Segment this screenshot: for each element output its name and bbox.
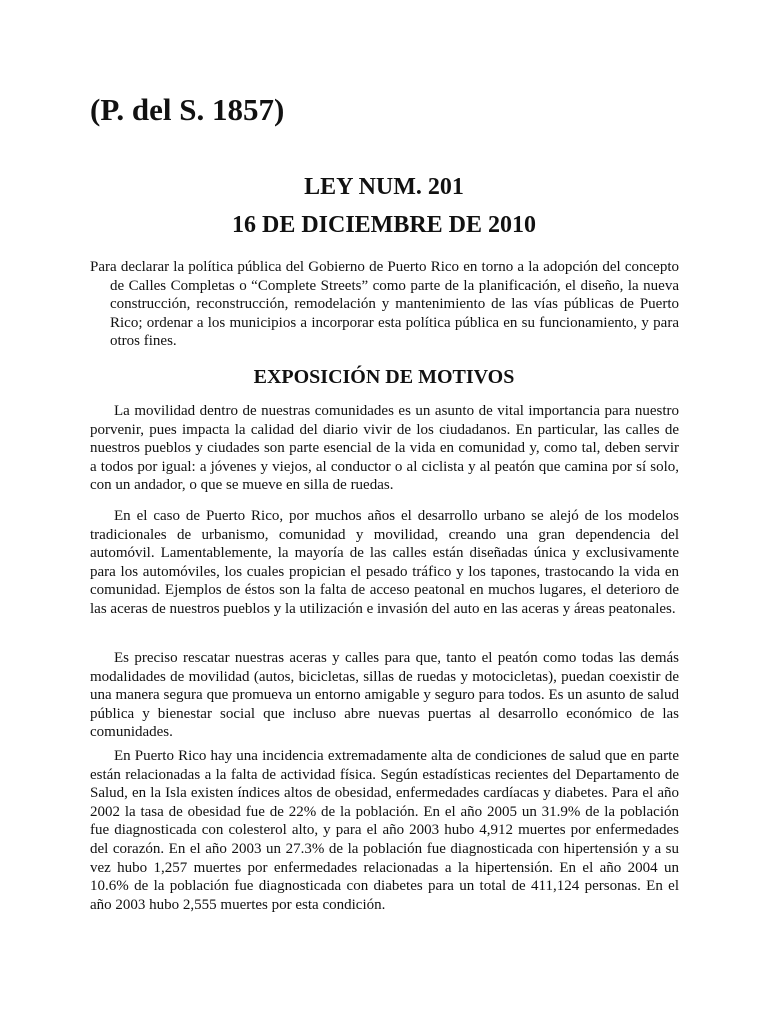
body-paragraph: Es preciso rescatar nuestras aceras y calles para que, tanto el peatón como todas las demás modalidades de movilidad (autos, bicicletas, sillas de ruedas y motocicletas), puedan coexistir de una manera segura que promueva un entorno amigable y seguro para todos. Es un asunto de salud pública y bienestar social que incluso abre nuevas puertas al desarrollo económico de las comunidades. <box>90 650 679 741</box>
law-number: LEY NUM. 201 <box>304 174 464 200</box>
law-date: 16 DE DICIEMBRE DE 2010 <box>231 212 537 238</box>
body-paragraph: En Puerto Rico hay una incidencia extremadamente alta de condiciones de salud que en parte están relacionadas a la falta de actividad física. Según estadísticas recientes del Departamento de Salud, en la Isla existen índices altos de obesidad, enfermedades cardíacas y diabetes. Para el año 2002 la tasa de obesidad fue de 22% de la población. En el año 2005 un 31.9% de la población fue diagnosticada con colesterol alto, y para el año 2003 hubo 4,912 muertes por enfermedades del corazón. En el año 2003 un 27.3% de la población fue diagnosticada con hipertensión y a su vez hubo 1,257 muertes por enfermedades relacionadas a la hipertensión. En el año 2004 un 10.6% de la población fue diagnosticada con diabetes para un total de 411,124 personas. En el año 2003 hubo 2,555 muertes por esta condición. <box>90 748 679 913</box>
law-summary: Para declarar la política pública del Gobierno de Puerto Rico en torno a la adopción del concepto de Calles Completas o “Complete Streets” como parte de la planificación, el diseño, la nueva construcción, reconstrucción, remodelación y mantenimiento de las vías públicas de Puerto Rico; ordenar a los municipios a incorporar esta política pública en su funcionamiento, y para otros fines. <box>90 259 679 349</box>
body-paragraph: En el caso de Puerto Rico, por muchos años el desarrollo urbano se alejó de los modelos tradicionales de urbanismo, comunidad y movilidad, creando una gran dependencia del automóvil. Lamentablemente, la mayoría de las calles están diseñadas única y exclusivamente para los automóviles, los cuales propician el pesado tráfico y los tapones, trastocando la vida en comunidad. Ejemplos de éstos son la falta de acceso peatonal en muchos lugares, el deterioro de las aceras de nuestros pueblos y la utilización e invasión del auto en las aceras y áreas peatonales. <box>90 508 679 617</box>
section-heading: EXPOSICIÓN DE MOTIVOS <box>253 366 515 388</box>
bill-number: (P. del S. 1857) <box>90 92 285 127</box>
body-paragraph: La movilidad dentro de nuestras comunidades es un asunto de vital importancia para nuestro porvenir, pues impacta la calidad del diario vivir de los ciudadanos. En particular, las calles de nuestros pueblos y ciudades son parte esencial de la vida en comunidad y, como tal, deben servir a todos por igual: a jóvenes y viejos, al conductor o al ciclista y al peatón que camina por sí solo, con un andador, o que se mueve en silla de ruedas. <box>90 403 679 494</box>
